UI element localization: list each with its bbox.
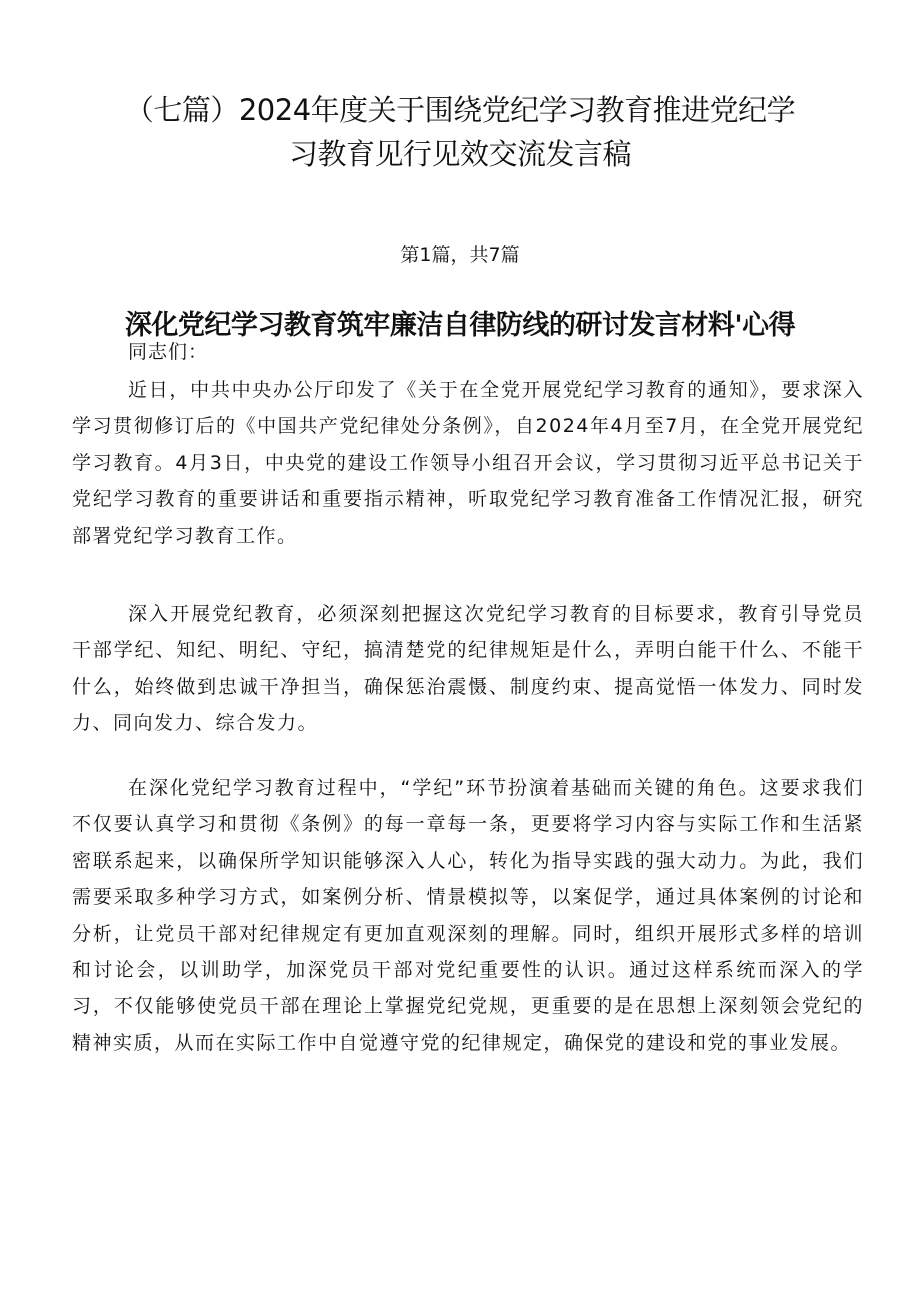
- body-paragraph-1: 近日，中共中央办公厅印发了《关于在全党开展党纪学习教育的通知》，要求深入学习贯彻修订后的《中国共产党纪律处分条例》，自2024年4月至7月，在全党开展党纪学习教育。4月3日，中央党的建设工作领导小组召开会议，学习贯彻习近平总书记关于党纪学习教育的重要讲话和重要指示精神，听取党纪学习教育准备工作情况汇报，研究部署党纪学习教育工作。: [72, 379, 864, 547]
- salutation: 同志们：: [128, 341, 209, 363]
- document-title-line-2: 习教育见行见效交流发言稿: [288, 137, 631, 171]
- part-label: 第1篇，共7篇: [400, 244, 520, 266]
- body-paragraph-3: 在深化党纪学习教育过程中，“学纪”环节扮演着基础而关键的角色。这要求我们不仅要认真学习和贯彻《条例》的每一章每一条，更要将学习内容与实际工作和生活紧密联系起来，以确保所学知识能够深入人心，转化为指导实践的强大动力。为此，我们需要采取多种学习方式，如案例分析、情景模拟等，以案促学，通过具体案例的讨论和分析，让党员干部对纪律规定有更加直观深刻的理解。同时，组织开展形式多样的培训和讨论会，以训助学，加深党员干部对党纪重要性的认识。通过这样系统而深入的学习，不仅能够使党员干部在理论上掌握党纪党规，更重要的是在思想上深刻领会党纪的精神实质，从而在实际工作中自觉遵守党的纪律规定，确保党的建设和党的事业发展。: [72, 777, 864, 1054]
- document-title-line-1: （七篇）2024年度关于围绕党纪学习教育推进党纪学: [124, 93, 796, 127]
- section-title: 深化党纪学习教育筑牢廉洁自律防线的研讨发言材料'心得: [124, 310, 796, 342]
- body-paragraph-2: 深入开展党纪教育，必须深刻把握这次党纪学习教育的目标要求，教育引导党员干部学纪、知纪、明纪、守纪，搞清楚党的纪律规矩是什么，弄明白能干什么、不能干什么，始终做到忠诚干净担当，确保惩治震慑、制度约束、提高觉悟一体发力、同时发力、同向发力、综合发力。: [72, 603, 864, 735]
